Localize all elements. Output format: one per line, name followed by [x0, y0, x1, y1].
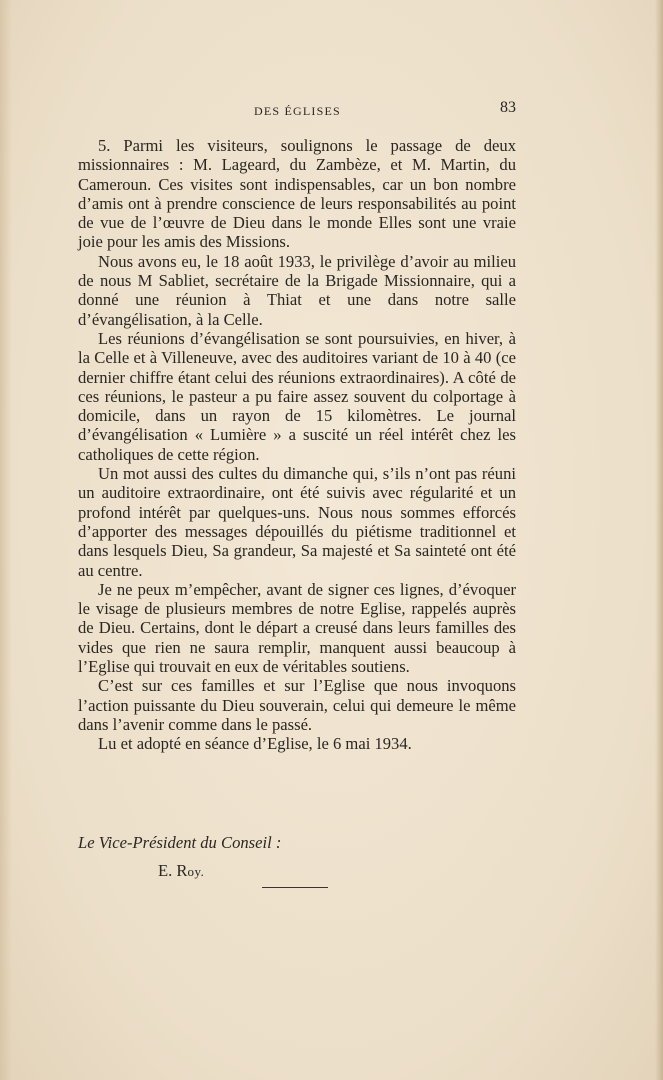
signature-name-rest: oy.	[187, 864, 205, 879]
page-left-edge	[0, 0, 12, 1080]
paragraph-6: C’est sur ces familles et sur l’Eglise que nous invoquons l’action puissante du Dieu souverain, celui qui demeure le même dans l’avenir comme dans le passé.	[78, 676, 516, 734]
paragraph-4: Un mot aussi des cultes du dimanche qui, s’ils n’ont pas réuni un auditoire extraordinaire, ont été suivis avec régularité et un profond intérêt par quelques-uns. Nous nous sommes efforcés d’apporter des messages dépouillés du piétisme traditionnel et dans lesquels Dieu, Sa grandeur, Sa majesté et Sa sainteté ont été au centre.	[78, 464, 516, 580]
paragraph-7: Lu et adopté en séance d’Eglise, le 6 mai 1934.	[98, 734, 412, 754]
paragraph-3: Les réunions d’évangélisation se sont poursuivies, en hiver, à la Celle et à Villeneuve, avec des auditoires variant de 10 à 40 (ce dernier chiffre étant celui des réunions extraordinaires). A côté de ces réunions, le pasteur a pu faire assez souvent du colportage à domicile, dans un rayon de 15 kilomètres. Le journal d’évangélisation « Lumière » a suscité un réel intérêt chez les catholiques de cette région.	[78, 328, 516, 464]
body-text	[78, 136, 516, 754]
page-header	[78, 99, 516, 121]
running-head: DES ÉGLISES	[254, 104, 341, 118]
signature-name-initial: E. R	[158, 861, 188, 880]
paragraph-2: Nous avons eu, le 18 août 1933, le privilège d’avoir au milieu de nous M Sabliet, secrétaire de la Brigade Missionnaire, qui a donné une réunion à Thiat et une dans notre salle d’évangélisation, à la Celle.	[78, 251, 516, 329]
page-right-edge	[655, 0, 663, 1080]
page-number: 83	[500, 99, 516, 116]
closing-rule	[262, 887, 328, 888]
signature-title: Le Vice-Président du Conseil :	[78, 833, 282, 852]
signature-block	[78, 829, 516, 886]
paragraph-1: 5. Parmi les visiteurs, soulignons le passage de deux missionnaires : M. Lageard, du Zambèze, et M. Martin, du Cameroun. Ces visites sont indispensables, car un bon nombre d’amis ont à prendre conscience de leurs responsabilités au point de vue de l’œuvre de Dieu dans le monde Elles sont une vraie joie pour les amis des Missions.	[78, 136, 516, 252]
paragraph-5: Je ne peux m’empêcher, avant de signer ces lignes, d’évoquer le visage de plusieurs membres de notre Eglise, rappelés auprès de Dieu. Certains, dont le départ a creusé dans leurs familles des vides que rien ne saura remplir, manquent aussi beaucoup à l’Eglise qui trouvait en eux de véritables soutiens.	[78, 579, 516, 677]
signature-name	[78, 857, 516, 886]
